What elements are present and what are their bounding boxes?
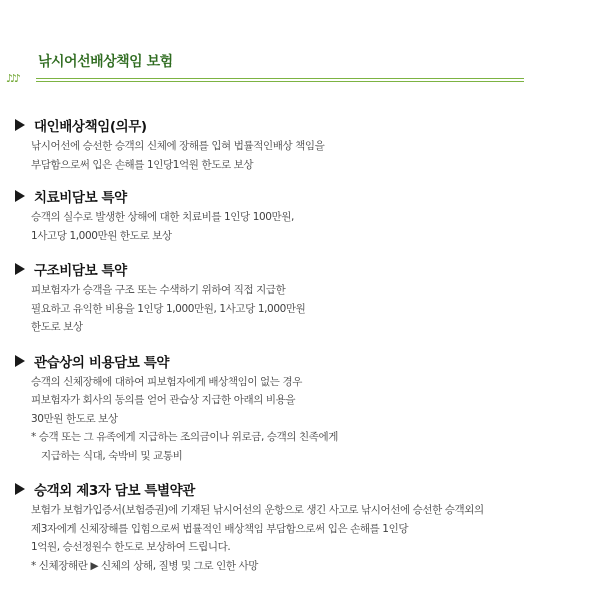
music-notes-icon: ♪♪♪ xyxy=(6,72,19,85)
section-text: 필요하고 유익한 비용을 1인당 1,000만원, 1사고당 1,000만원 xyxy=(31,302,306,315)
section-text: 부담함으로써 입은 손해를 1인당1억원 한도로 보상 xyxy=(31,158,254,171)
section-text: 피보험자가 회사의 동의를 얻어 관습상 지급한 아래의 비용을 xyxy=(31,394,296,406)
section-title: 치료비담보 특약 xyxy=(34,190,127,206)
section-title: 승객외 제3자 담보 특별약관 xyxy=(34,483,195,499)
section-note: 지급하는 식대, 숙박비 및 교통비 xyxy=(41,449,183,462)
section-note: * 승객 또는 그 유족에게 지급하는 조의금이나 위로금, 승객의 친족에게 xyxy=(31,431,339,443)
section-title: 관습상의 비용담보 특약 xyxy=(34,354,170,371)
triangle-bullet-icon xyxy=(15,483,25,495)
title-divider xyxy=(36,78,524,82)
section-medical-expense xyxy=(0,186,610,245)
section-text: 한도로 보상 xyxy=(31,321,83,333)
section-text: 1억원, 승선정원수 한도로 보상하여 드립니다. xyxy=(31,541,231,553)
section-text: 피보험자가 승객을 구조 또는 수색하기 위하여 직접 지급한 xyxy=(31,284,286,296)
section-text: 승객의 신체장해에 대하여 피보험자에게 배상책임이 없는 경우 xyxy=(31,375,302,388)
section-text: 낚시어선에 승선한 승객의 신체에 장해를 입혀 법률적인배상 책임을 xyxy=(31,140,325,152)
triangle-bullet-icon xyxy=(15,263,25,275)
page-header xyxy=(0,48,610,88)
coverage-sections xyxy=(0,115,610,575)
page-title: 낚시어선배상책임 보험 xyxy=(38,54,173,70)
section-title: 대인배상책임(의무) xyxy=(34,119,147,135)
section-third-party xyxy=(0,479,610,575)
triangle-bullet-icon xyxy=(15,190,25,202)
section-text: 보험가 보험가입증서(보험증권)에 기재된 낚시어선의 운항으로 생긴 사고로 낚시어선에 승선한 승객외의 xyxy=(31,504,484,516)
section-personal-liability xyxy=(0,115,610,174)
section-text: 승객의 실수로 발생한 상해에 대한 치료비를 1인당 100만원, xyxy=(31,211,294,223)
section-note: * 신체장해란 ▶ 신체의 상해, 질병 및 그로 인한 사망 xyxy=(31,559,259,572)
triangle-bullet-icon xyxy=(15,355,25,367)
section-text: 30만원 한도로 보상 xyxy=(31,412,118,425)
section-text: 제3자에게 신체장해를 입힘으로써 법률적인 배상책임 부담함으로써 입은 손해를 1인당 xyxy=(31,522,409,535)
section-title: 구조비담보 특약 xyxy=(34,263,127,279)
triangle-bullet-icon xyxy=(15,119,25,131)
section-rescue-expense xyxy=(0,259,610,337)
section-text: 1사고당 1,000만원 한도로 보상 xyxy=(31,229,172,242)
section-customary-expense xyxy=(0,351,610,466)
